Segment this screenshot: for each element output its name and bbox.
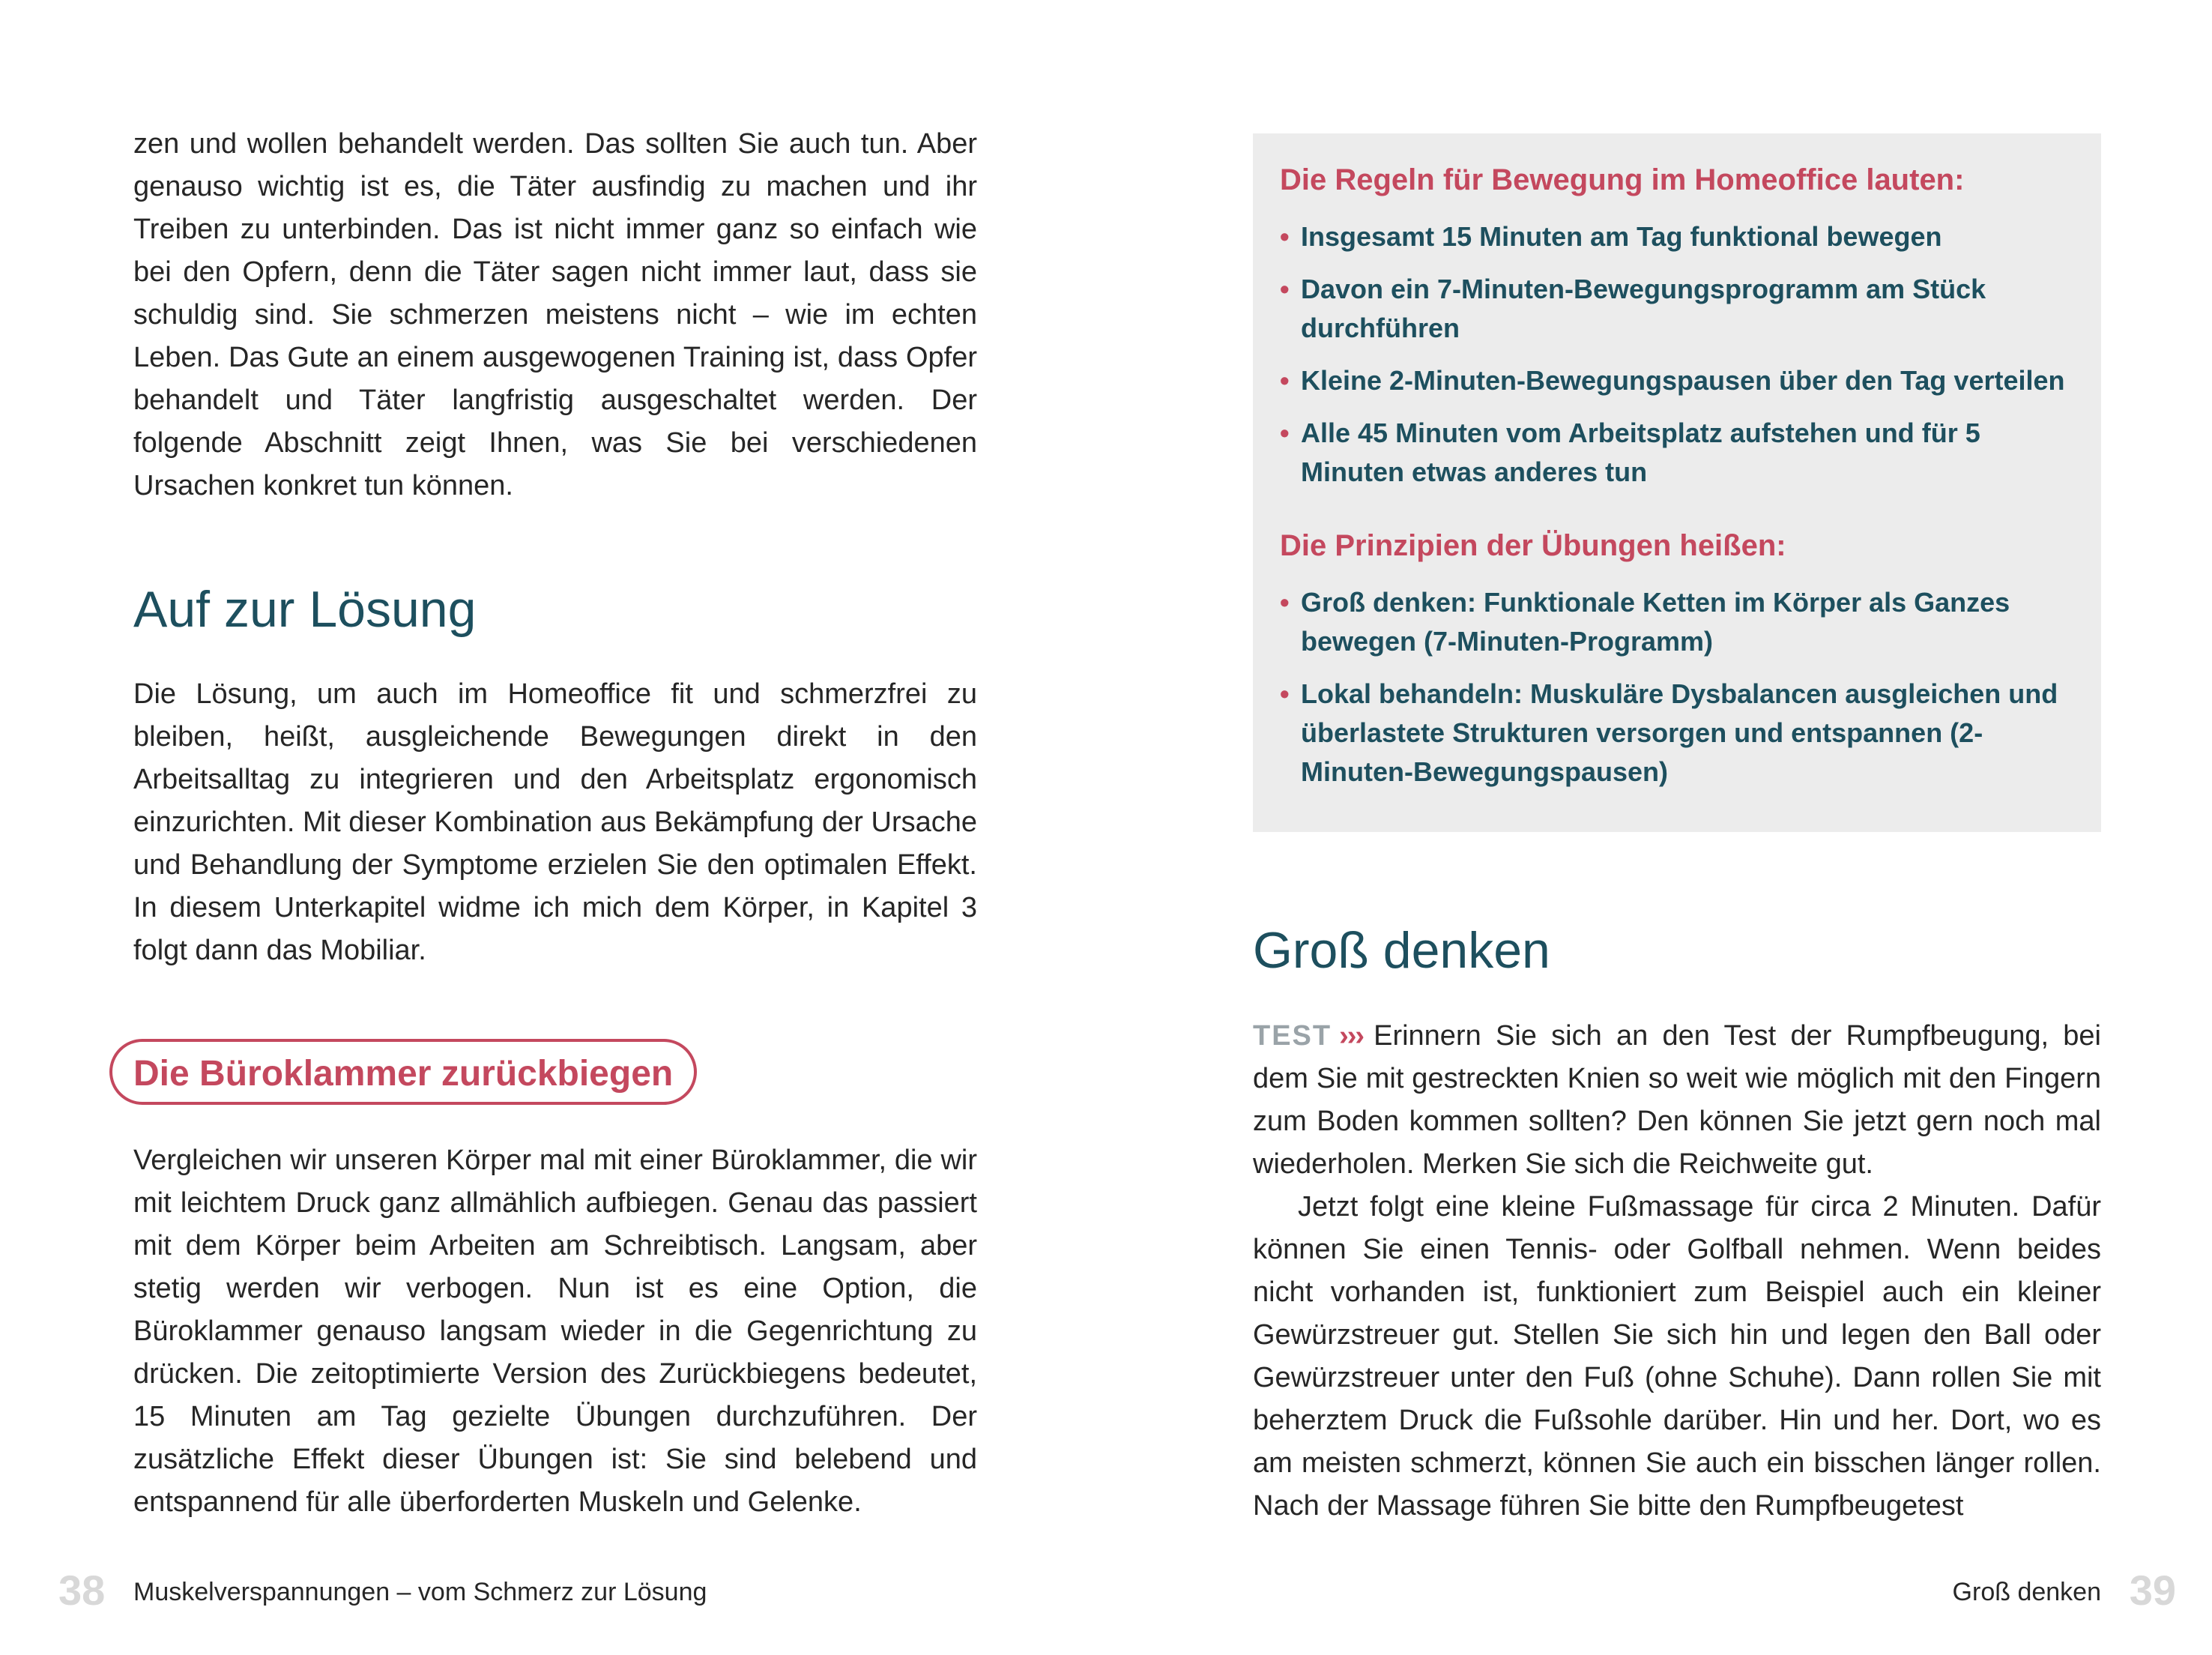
bullet-icon: • xyxy=(1280,221,1290,252)
principles-list xyxy=(1280,583,2082,805)
list-item: • Alle 45 Minuten vom Arbeitsplatz aufstehen und für 5 Minuten etwas anderes tun xyxy=(1280,414,2082,492)
bullet-icon: • xyxy=(1280,274,1290,304)
list-item: • Kleine 2-Minuten-Bewegungspausen über den Tag verteilen xyxy=(1280,361,2082,400)
running-title-right: Groß denken xyxy=(1952,1578,2101,1606)
massage-paragraph: Jetzt folgt eine kleine Fußmassage für circa 2 Minuten. Dafür können Sie einen Tennis- oder Golfball nehmen. Wenn beides nicht vorhanden ist, funktioniert zum Beispiel auch ein kleiner Gewürzstreuer gut. Stellen Sie sich hin und legen den Ball oder Gewürzstreuer unter den Fuß (ohne Schuhe). Dann rollen Sie mit beherztem Druck die Fußsohle darüber. Hin und her. Dort, wo es am meisten schmerzt, können Sie auch ein bisschen länger rollen. Nach der Massage führen Sie bitte den Rumpfbeugetest xyxy=(1253,1191,2101,1522)
section-paragraph-loesung: Die Lösung, um auch im Homeoffice fit und schmerzfrei zu bleiben, heißt, ausgleichende Bewegungen direkt in den Arbeitsalltag zu integrieren und den Arbeitsplatz ergonomisch einzurichten. Mit dieser Kombination aus Bekämpfung der Ursache und Behandlung der Symptome erzielen Sie den optimalen Effekt. In diesem Unterkapitel widme ich mich dem Körper, in Kapitel 3 folgt dann das Mobiliar. xyxy=(133,678,977,966)
rules-box xyxy=(1253,133,2101,832)
bullet-icon: • xyxy=(1280,365,1290,396)
page-number-left: 38 xyxy=(58,1567,106,1614)
rules-heading: Die Regeln für Bewegung im Homeoffice lauten: xyxy=(1280,163,1965,196)
test-text: Erinnern Sie sich an den Test der Rumpfbeugung, bei dem Sie mit gestreckten Knien so weit wie möglich mit den Fingern zum Boden kommen sollten? Den können Sie jetzt gern noch mal wiederholen. Merken Sie sich die Reichweite gut. xyxy=(1253,1020,2101,1180)
section-heading-gross-denken: Groß denken xyxy=(1253,922,1550,979)
list-item: • Lokal behandeln: Muskuläre Dysbalancen ausgleichen und überlastete Strukturen versorgen und entspannen (2-Minuten-Bewegungspausen) xyxy=(1280,675,2082,792)
test-paragraph xyxy=(1253,1015,2101,1186)
subheading-pill: Die Büroklammer zurückbiegen xyxy=(109,1039,697,1105)
arrows-icon: ››› xyxy=(1339,1020,1364,1052)
running-title-left: Muskelverspannungen – vom Schmerz zur Lösung xyxy=(133,1578,707,1606)
bullet-icon: • xyxy=(1280,678,1290,709)
rules-list xyxy=(1280,217,2082,505)
subsection-paragraph: Vergleichen wir unseren Körper mal mit einer Büroklammer, die wir mit leichtem Druck ganz allmählich aufbiegen. Genau das passiert mit dem Körper beim Arbeiten am Schreibtisch. Langsam, aber stetig werden wir verbogen. Nun ist es eine Option, die Büroklammer genauso langsam wieder in die Gegenrichtung zu drücken. Die zeitoptimierte Version des Zurückbiegens bedeutet, 15 Minuten am Tag gezielte Übungen durchzuführen. Der zusätzliche Effekt dieser Übungen ist: Sie sind belebend und entspannend für alle überforderten Muskeln und Gelenke. xyxy=(133,1145,977,1518)
bullet-icon: • xyxy=(1280,587,1290,618)
list-item: • Davon ein 7-Minuten-Bewegungsprogramm am Stück durchführen xyxy=(1280,270,2082,348)
principles-heading: Die Prinzipien der Übungen heißen: xyxy=(1280,529,1786,562)
section-heading-loesung: Auf zur Lösung xyxy=(133,581,477,638)
list-item: • Insgesamt 15 Minuten am Tag funktional bewegen xyxy=(1280,217,2082,256)
intro-paragraph: zen und wollen behandelt werden. Das sollten Sie auch tun. Aber genauso wichtig ist es, die Täter ausfindig zu machen und ihr Treiben zu unterbinden. Das ist nicht immer ganz so einfach wie bei den Opfern, denn die Täter sagen nicht immer laut, dass sie schuldig sind. Sie schmerzen meistens nicht – wie im echten Leben. Das Gute an einem ausgewogenen Training ist, dass Opfer behandelt und Täter langfristig ausgeschaltet werden. Der folgende Abschnitt zeigt Ihnen, was Sie bei verschiedenen Ursachen konkret tun können. xyxy=(133,128,977,501)
list-item: • Groß denken: Funktionale Ketten im Körper als Ganzes bewegen (7-Minuten-Programm) xyxy=(1280,583,2082,661)
page-number-right: 39 xyxy=(2129,1567,2176,1614)
bullet-icon: • xyxy=(1280,417,1290,448)
right-page xyxy=(1106,0,2212,1655)
test-label: TEST xyxy=(1253,1020,1332,1052)
